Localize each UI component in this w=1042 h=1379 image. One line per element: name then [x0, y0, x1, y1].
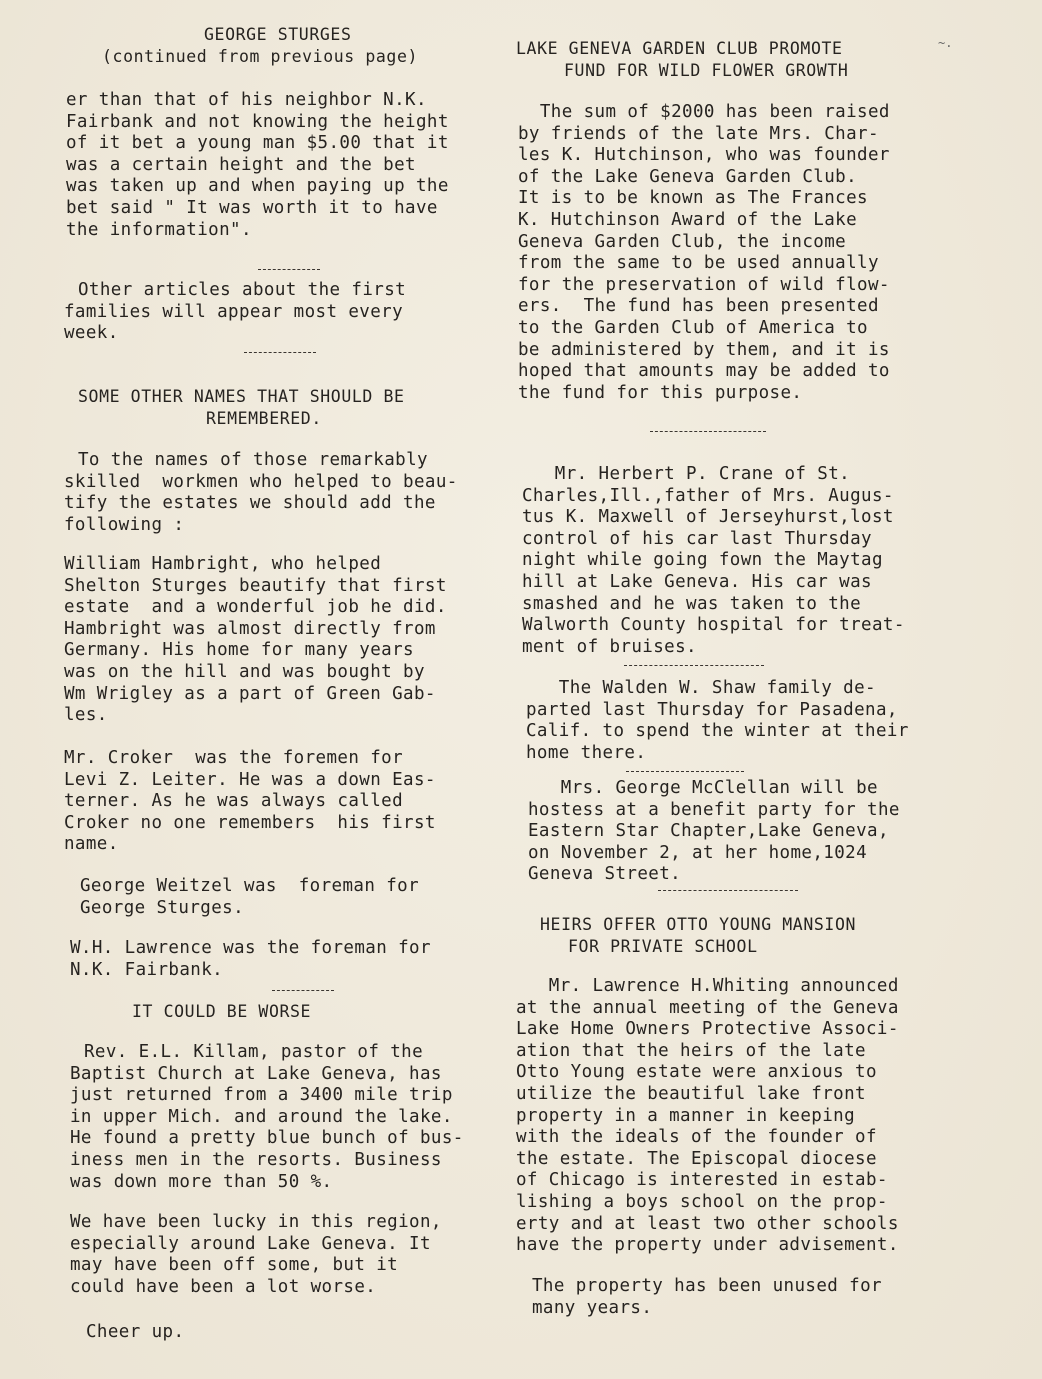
heading-line: (continued from previous page) [102, 46, 419, 66]
section-divider [650, 431, 766, 432]
text-line: Baptist Church at Lake Geneva, has [70, 1063, 442, 1084]
george-sturges-heading [102, 24, 418, 67]
text-line: ment of bruises. [522, 636, 697, 657]
text-line: W.H. Lawrence was the foreman for [70, 938, 431, 958]
section-divider [658, 890, 798, 891]
text-line: property in a manner in keeping [516, 1105, 856, 1126]
text-line: be administered by them, and it is [518, 339, 890, 360]
text-line: To the names of those remarkably [78, 450, 428, 470]
text-line: Fairbank and not knowing the height [66, 111, 449, 132]
text-line: with the ideals of the founder of [516, 1127, 877, 1148]
text-line: of the Lake Geneva Garden Club. [518, 166, 858, 187]
garden-club-body [518, 102, 890, 404]
text-line: Mr. Lawrence H.Whiting announced [516, 976, 899, 996]
text-line: Mrs. George McClellan will be [528, 778, 878, 798]
text-line: bet said " It was worth it to have [66, 197, 438, 218]
text-line: Croker no one remembers his first [64, 812, 436, 833]
heirs-heading [540, 914, 856, 957]
text-line: just returned from a 3400 mile trip [70, 1085, 453, 1106]
heading-line: SOME OTHER NAMES THAT SHOULD BE [78, 387, 405, 406]
text-line: home there. [526, 742, 647, 763]
text-line: hostess at a benefit party for the [528, 799, 900, 820]
text-line: Rev. E.L. Killam, pastor of the [84, 1042, 424, 1062]
lawrence-paragraph [70, 938, 431, 981]
text-line: It is to be known as The Frances [518, 188, 868, 209]
text-line: was a certain height and the bet [66, 154, 416, 175]
text-line: lishing a boys school on the prop- [516, 1191, 888, 1212]
croker-paragraph [64, 748, 436, 856]
text-line: Geneva Garden Club, the income [518, 231, 847, 252]
text-line: night while going fown the Maytag [522, 550, 883, 571]
text-line: many years. [532, 1297, 653, 1318]
text-line: for the preservation of wild flow- [518, 274, 890, 295]
heirs-body [516, 976, 899, 1257]
killam-paragraph [70, 1042, 464, 1193]
text-line: from the same to be used annually [518, 253, 879, 274]
text-line: William Hambright, who helped [64, 554, 382, 574]
text-line: Germany. His home for many years [64, 640, 414, 661]
heading-line: FUND FOR WILD FLOWER GROWTH [564, 60, 849, 80]
section-divider [624, 665, 764, 666]
cheer-up-line [86, 1322, 184, 1344]
text-line: on November 2, at her home,1024 [528, 842, 868, 863]
text-line: Shelton Sturges beautify that first [64, 575, 447, 596]
text-line: families will appear most every [64, 301, 404, 322]
text-line: The property has been unused for [532, 1276, 882, 1296]
text-line: Mr. Croker was the foremen for [64, 748, 404, 768]
property-unused-paragraph [532, 1276, 882, 1319]
text-line: by friends of the late Mrs. Char- [518, 123, 879, 144]
text-line: ation that the heirs of the late [516, 1040, 866, 1061]
george-sturges-body [66, 90, 449, 241]
text-line: K. Hutchinson Award of the Lake [518, 209, 858, 230]
other-names-intro [64, 450, 458, 536]
text-line: parted last Thursday for Pasadena, [526, 699, 898, 720]
text-line: Other articles about the first [78, 280, 407, 300]
text-line: to the Garden Club of America to [518, 317, 868, 338]
text-line: have the property under advisement. [516, 1235, 899, 1256]
text-line: ers. The fund has been presented [518, 296, 879, 317]
heading-line: GEORGE STURGES [204, 25, 352, 44]
text-line: Geneva Street. [528, 864, 682, 885]
text-line: name. [64, 834, 119, 855]
text-line: The sum of $2000 has been raised [518, 102, 890, 122]
heading-line: HEIRS OFFER OTTO YOUNG MANSION [540, 915, 857, 934]
section-divider [258, 269, 320, 270]
text-line: erty and at least two other schools [516, 1213, 899, 1234]
text-line: the information". [66, 219, 252, 240]
it-could-be-worse-heading [132, 1001, 311, 1023]
text-line: in upper Mich. and around the lake. [70, 1106, 453, 1127]
text-line: week. [64, 323, 119, 344]
text-line: was taken up and when paying up the [66, 176, 449, 197]
text-line: We have been lucky in this region, [70, 1212, 442, 1232]
text-line: of it bet a young man $5.00 that it [66, 133, 449, 154]
text-line: the fund for this purpose. [518, 382, 803, 403]
section-divider [244, 352, 316, 353]
text-line: N.K. Fairbank. [70, 959, 224, 980]
text-line: was down more than 50 %. [70, 1171, 333, 1192]
other-articles-note [64, 280, 406, 345]
text-line: Cheer up. [86, 1322, 185, 1342]
text-line: skilled workmen who helped to beau- [64, 471, 458, 492]
text-line: especially around Lake Geneva. It [70, 1233, 431, 1254]
text-line: hill at Lake Geneva. His car was [522, 571, 872, 592]
text-line: les K. Hutchinson, who was founder [518, 145, 890, 166]
text-line: Eastern Star Chapter,Lake Geneva, [528, 821, 889, 842]
text-line: estate and a wonderful job he did. [64, 597, 447, 618]
text-line: Walworth County hospital for treat- [522, 615, 905, 636]
text-line: utilize the beautiful lake front [516, 1083, 866, 1104]
section-divider [626, 771, 744, 772]
other-names-heading [78, 386, 405, 429]
text-line: was on the hill and was bought by [64, 661, 425, 682]
text-line: Charles,Ill.,father of Mrs. Augus- [522, 485, 894, 506]
text-line: George Weitzel was foreman for [80, 876, 420, 896]
text-line: Hambright was almost directly from [64, 618, 436, 639]
text-line: at the annual meeting of the Geneva [516, 997, 899, 1018]
text-line: following : [64, 514, 185, 535]
hambright-paragraph [64, 554, 447, 727]
mcclellan-paragraph [528, 778, 900, 886]
corner-scribble: ~. [938, 36, 953, 50]
section-divider [272, 990, 334, 991]
heading-line: IT COULD BE WORSE [132, 1002, 312, 1021]
text-line: Mr. Herbert P. Crane of St. [522, 464, 851, 484]
text-line: may have been off some, but it [70, 1255, 399, 1276]
crane-paragraph [522, 464, 905, 658]
text-line: of Chicago is interested in estab- [516, 1170, 888, 1191]
text-line: tus K. Maxwell of Jerseyhurst,lost [522, 507, 894, 528]
text-line: terner. As he was always called [64, 791, 404, 812]
weitzel-paragraph [80, 876, 419, 919]
text-line: Otto Young estate were anxious to [516, 1062, 877, 1083]
shaw-paragraph [526, 678, 909, 764]
text-line: Levi Z. Leiter. He was a down Eas- [64, 769, 436, 790]
text-line: Calif. to spend the winter at their [526, 721, 909, 742]
text-line: could have been a lot worse. [70, 1276, 377, 1297]
text-line: Wm Wrigley as a part of Green Gab- [64, 683, 436, 704]
garden-club-heading [516, 38, 848, 81]
text-line: iness men in the resorts. Business [70, 1149, 442, 1170]
text-line: Lake Home Owners Protective Associ- [516, 1019, 899, 1040]
text-line: smashed and he was taken to the [522, 593, 862, 614]
text-line: He found a pretty blue bunch of bus- [70, 1128, 464, 1149]
text-line: hoped that amounts may be added to [518, 361, 890, 382]
heading-line: LAKE GENEVA GARDEN CLUB PROMOTE [516, 39, 843, 58]
text-line: les. [64, 705, 108, 726]
text-line: George Sturges. [80, 897, 245, 918]
text-line: The Walden W. Shaw family de- [526, 678, 876, 698]
text-line: tify the estates we should add the [64, 493, 436, 514]
lucky-paragraph [70, 1212, 442, 1298]
text-line: the estate. The Episcopal diocese [516, 1148, 877, 1169]
heading-line: REMEMBERED. [206, 408, 322, 428]
heading-line: FOR PRIVATE SCHOOL [568, 936, 758, 956]
text-line: control of his car last Thursday [522, 528, 872, 549]
text-line: er than that of his neighbor N.K. [66, 90, 427, 110]
